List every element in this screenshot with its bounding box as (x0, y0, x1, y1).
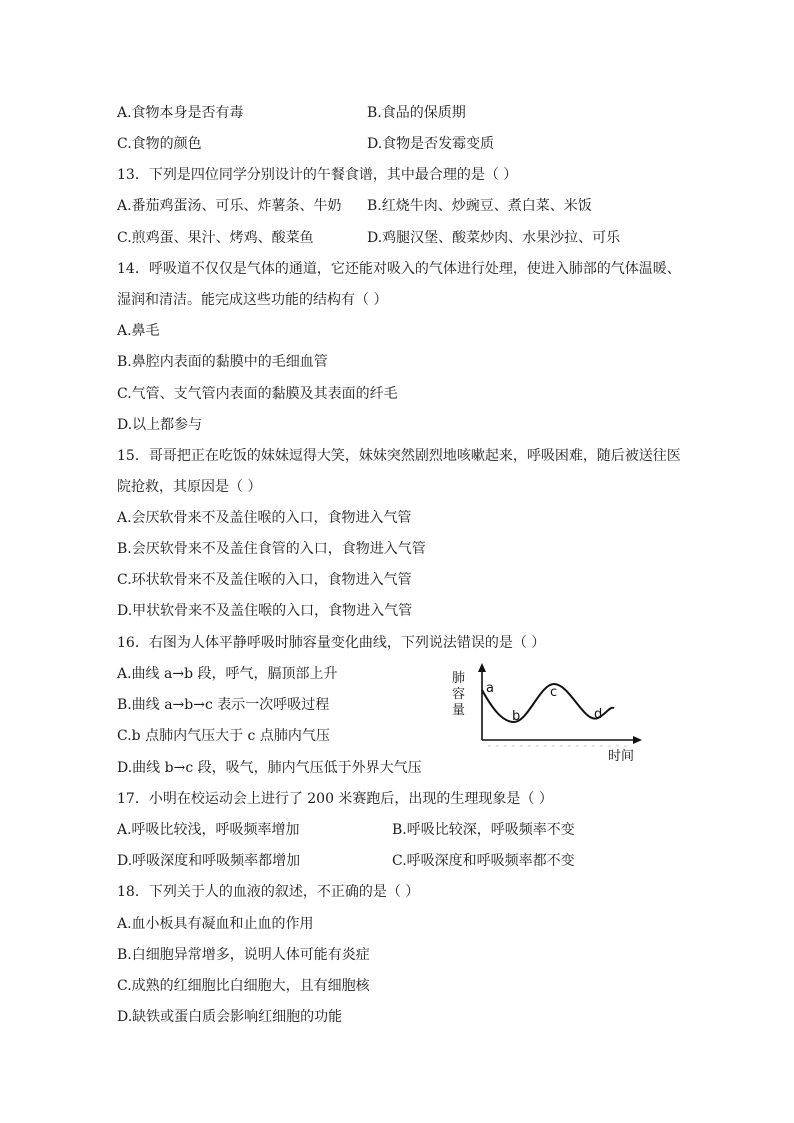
option-a: A.会厌软骨来不及盖住喉的入口，食物进入气管 (117, 510, 412, 526)
option-a: A.鼻毛 (117, 323, 160, 339)
question-18-stem: 18．下列关于人的血液的叙述，不正确的是（ ） (117, 884, 420, 900)
option-row (117, 101, 466, 125)
option-d: D.缺铁或蛋白质会影响红细胞的功能 (117, 1009, 343, 1025)
option-b: B.白细胞异常增多，说明人体可能有炎症 (117, 947, 370, 963)
option-c: C.成熟的红细胞比白细胞大，且有细胞核 (117, 978, 370, 994)
option-c: C.呼吸深度和呼吸频率都不变 (392, 853, 575, 869)
option-row (117, 132, 495, 156)
question-17-stem: 17．小明在校运动会上进行了 200 米赛跑后，出现的生理现象是（ ） (117, 791, 553, 807)
option-a: A.呼吸比较浅，呼吸频率增加 (117, 822, 300, 838)
option-d: D.鸡腿汉堡、酸菜炒肉、水果沙拉、可乐 (367, 230, 621, 246)
option-a: A.曲线 a→b 段，呼气，膈顶部上升 (117, 666, 338, 682)
option-d: D.曲线 b→c 段，吸气，肺内气压低于外界大气压 (117, 760, 422, 776)
point-label-b: b (512, 709, 521, 724)
option-a: A.血小板具有凝血和止血的作用 (117, 916, 314, 932)
y-axis-arrow (478, 663, 486, 672)
option-row (117, 194, 592, 218)
option-b: B.呼吸比较深，呼吸频率不变 (392, 822, 575, 838)
option-b: B.红烧牛肉、炒豌豆、煮白菜、米饭 (367, 198, 592, 214)
option-c: C.气管、支气管内表面的黏膜及其表面的纤毛 (117, 386, 398, 402)
y-axis-label-3: 量 (452, 703, 466, 718)
option-row (117, 818, 575, 842)
point-label-d: d (594, 707, 603, 722)
option-c: C.环状软骨来不及盖住喉的入口，食物进入气管 (117, 572, 412, 588)
option-c: C.食物的颜色 (117, 136, 202, 152)
option-b: B.曲线 a→b→c 表示一次呼吸过程 (117, 697, 330, 713)
option-row (117, 226, 621, 250)
point-label-c: c (550, 685, 558, 700)
point-label-a: a (486, 681, 494, 696)
y-axis-label-2: 容 (452, 687, 466, 702)
option-row (117, 849, 575, 873)
option-b: B.会厌软骨来不及盖住食管的入口，食物进入气管 (117, 541, 426, 557)
lung-volume-figure (448, 660, 648, 764)
option-a: A.番茄鸡蛋汤、可乐、炸薯条、牛奶 (117, 198, 342, 214)
y-axis-label-1: 肺 (452, 671, 466, 686)
option-b: B.鼻腔内表面的黏膜中的毛细血管 (117, 354, 328, 370)
option-c: C.b 点肺内气压大于 c 点肺内气压 (117, 728, 330, 744)
question-15-stem-cont: 院抢救，其原因是（ ） (117, 479, 262, 495)
option-d: D.甲状软骨来不及盖住喉的入口，食物进入气管 (117, 603, 413, 619)
lung-volume-diagram (448, 660, 648, 764)
x-axis-arrow (633, 736, 642, 744)
option-c: C.煎鸡蛋、果汁、烤鸡、酸菜鱼 (117, 230, 314, 246)
question-13-stem: 13．下列是四位同学分别设计的午餐食谱，其中最合理的是（ ） (117, 167, 518, 183)
question-15-stem: 15．哥哥把正在吃饭的妹妹逗得大笑，妹妹突然剧烈地咳嗽起来，呼吸困难，随后被送往医 (117, 448, 681, 464)
x-axis-label: 时间 (608, 749, 635, 764)
question-14-stem: 14．呼吸道不仅仅是气体的通道，它还能对吸入的气体进行处理，使进入肺部的气体温暖、 (117, 261, 681, 277)
option-d: D.食物是否发霉变质 (367, 136, 495, 152)
question-16-stem: 16．右图为人体平静呼吸时肺容量变化曲线，下列说法错误的是（ ） (117, 635, 546, 651)
question-14-stem-cont: 湿润和清洁。能完成这些功能的结构有（ ） (117, 292, 388, 308)
option-d: D.以上都参与 (117, 417, 203, 433)
option-b: B.食品的保质期 (367, 105, 466, 121)
option-d: D.呼吸深度和呼吸频率都增加 (117, 853, 301, 869)
option-a: A.食物本身是否有毒 (117, 105, 244, 121)
